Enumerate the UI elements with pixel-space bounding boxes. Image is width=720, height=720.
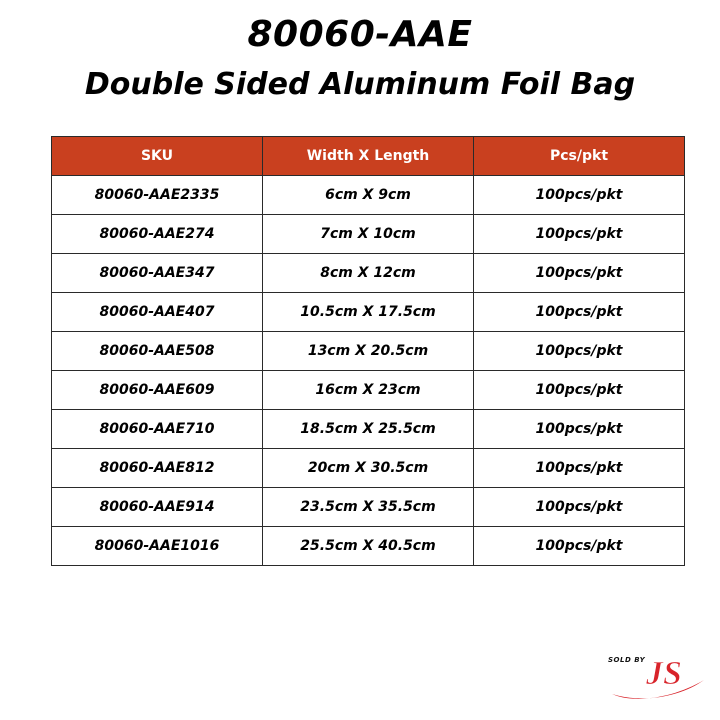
sku-cell: 80060-AAE710: [52, 410, 263, 449]
column-header-pcs: Pcs/pkt: [474, 137, 685, 176]
size-cell: 13cm X 20.5cm: [263, 332, 474, 371]
product-name-title: Double Sided Aluminum Foil Bag: [84, 67, 636, 102]
sold-by-label: SOLD BY: [608, 656, 646, 664]
spec-table: [51, 136, 685, 566]
pcs-cell: 100pcs/pkt: [474, 449, 685, 488]
sku-cell: 80060-AAE508: [52, 332, 263, 371]
pcs-cell: 100pcs/pkt: [474, 215, 685, 254]
size-cell: 10.5cm X 17.5cm: [263, 293, 474, 332]
table-row: [52, 332, 685, 371]
table-header-row: [52, 137, 685, 176]
size-cell: 18.5cm X 25.5cm: [263, 410, 474, 449]
table-row: [52, 215, 685, 254]
pcs-cell: 100pcs/pkt: [474, 332, 685, 371]
size-cell: 16cm X 23cm: [263, 371, 474, 410]
table-row: [52, 293, 685, 332]
table-row: [52, 254, 685, 293]
table-row: [52, 410, 685, 449]
pcs-cell: 100pcs/pkt: [474, 254, 685, 293]
size-cell: 6cm X 9cm: [263, 176, 474, 215]
size-cell: 23.5cm X 35.5cm: [263, 488, 474, 527]
pcs-cell: 100pcs/pkt: [474, 176, 685, 215]
pcs-cell: 100pcs/pkt: [474, 371, 685, 410]
table-row: [52, 449, 685, 488]
product-code-title: 80060-AAE: [247, 14, 473, 55]
sku-cell: 80060-AAE812: [52, 449, 263, 488]
table-row: [52, 176, 685, 215]
size-cell: 20cm X 30.5cm: [263, 449, 474, 488]
table-row: [52, 371, 685, 410]
sku-cell: 80060-AAE1016: [52, 527, 263, 566]
sku-cell: 80060-AAE274: [52, 215, 263, 254]
sku-cell: 80060-AAE407: [52, 293, 263, 332]
pcs-cell: 100pcs/pkt: [474, 410, 685, 449]
column-header-sku: SKU: [52, 137, 263, 176]
sku-cell: 80060-AAE914: [52, 488, 263, 527]
table-row: [52, 527, 685, 566]
table-row: [52, 488, 685, 527]
logo-mark-text: JS: [646, 655, 682, 692]
size-cell: 7cm X 10cm: [263, 215, 474, 254]
size-cell: 25.5cm X 40.5cm: [263, 527, 474, 566]
column-header-size: Width X Length: [263, 137, 474, 176]
pcs-cell: 100pcs/pkt: [474, 488, 685, 527]
sold-by-js-logo: [604, 646, 708, 708]
pcs-cell: 100pcs/pkt: [474, 527, 685, 566]
sku-cell: 80060-AAE347: [52, 254, 263, 293]
sku-cell: 80060-AAE2335: [52, 176, 263, 215]
size-cell: 8cm X 12cm: [263, 254, 474, 293]
sku-cell: 80060-AAE609: [52, 371, 263, 410]
pcs-cell: 100pcs/pkt: [474, 293, 685, 332]
